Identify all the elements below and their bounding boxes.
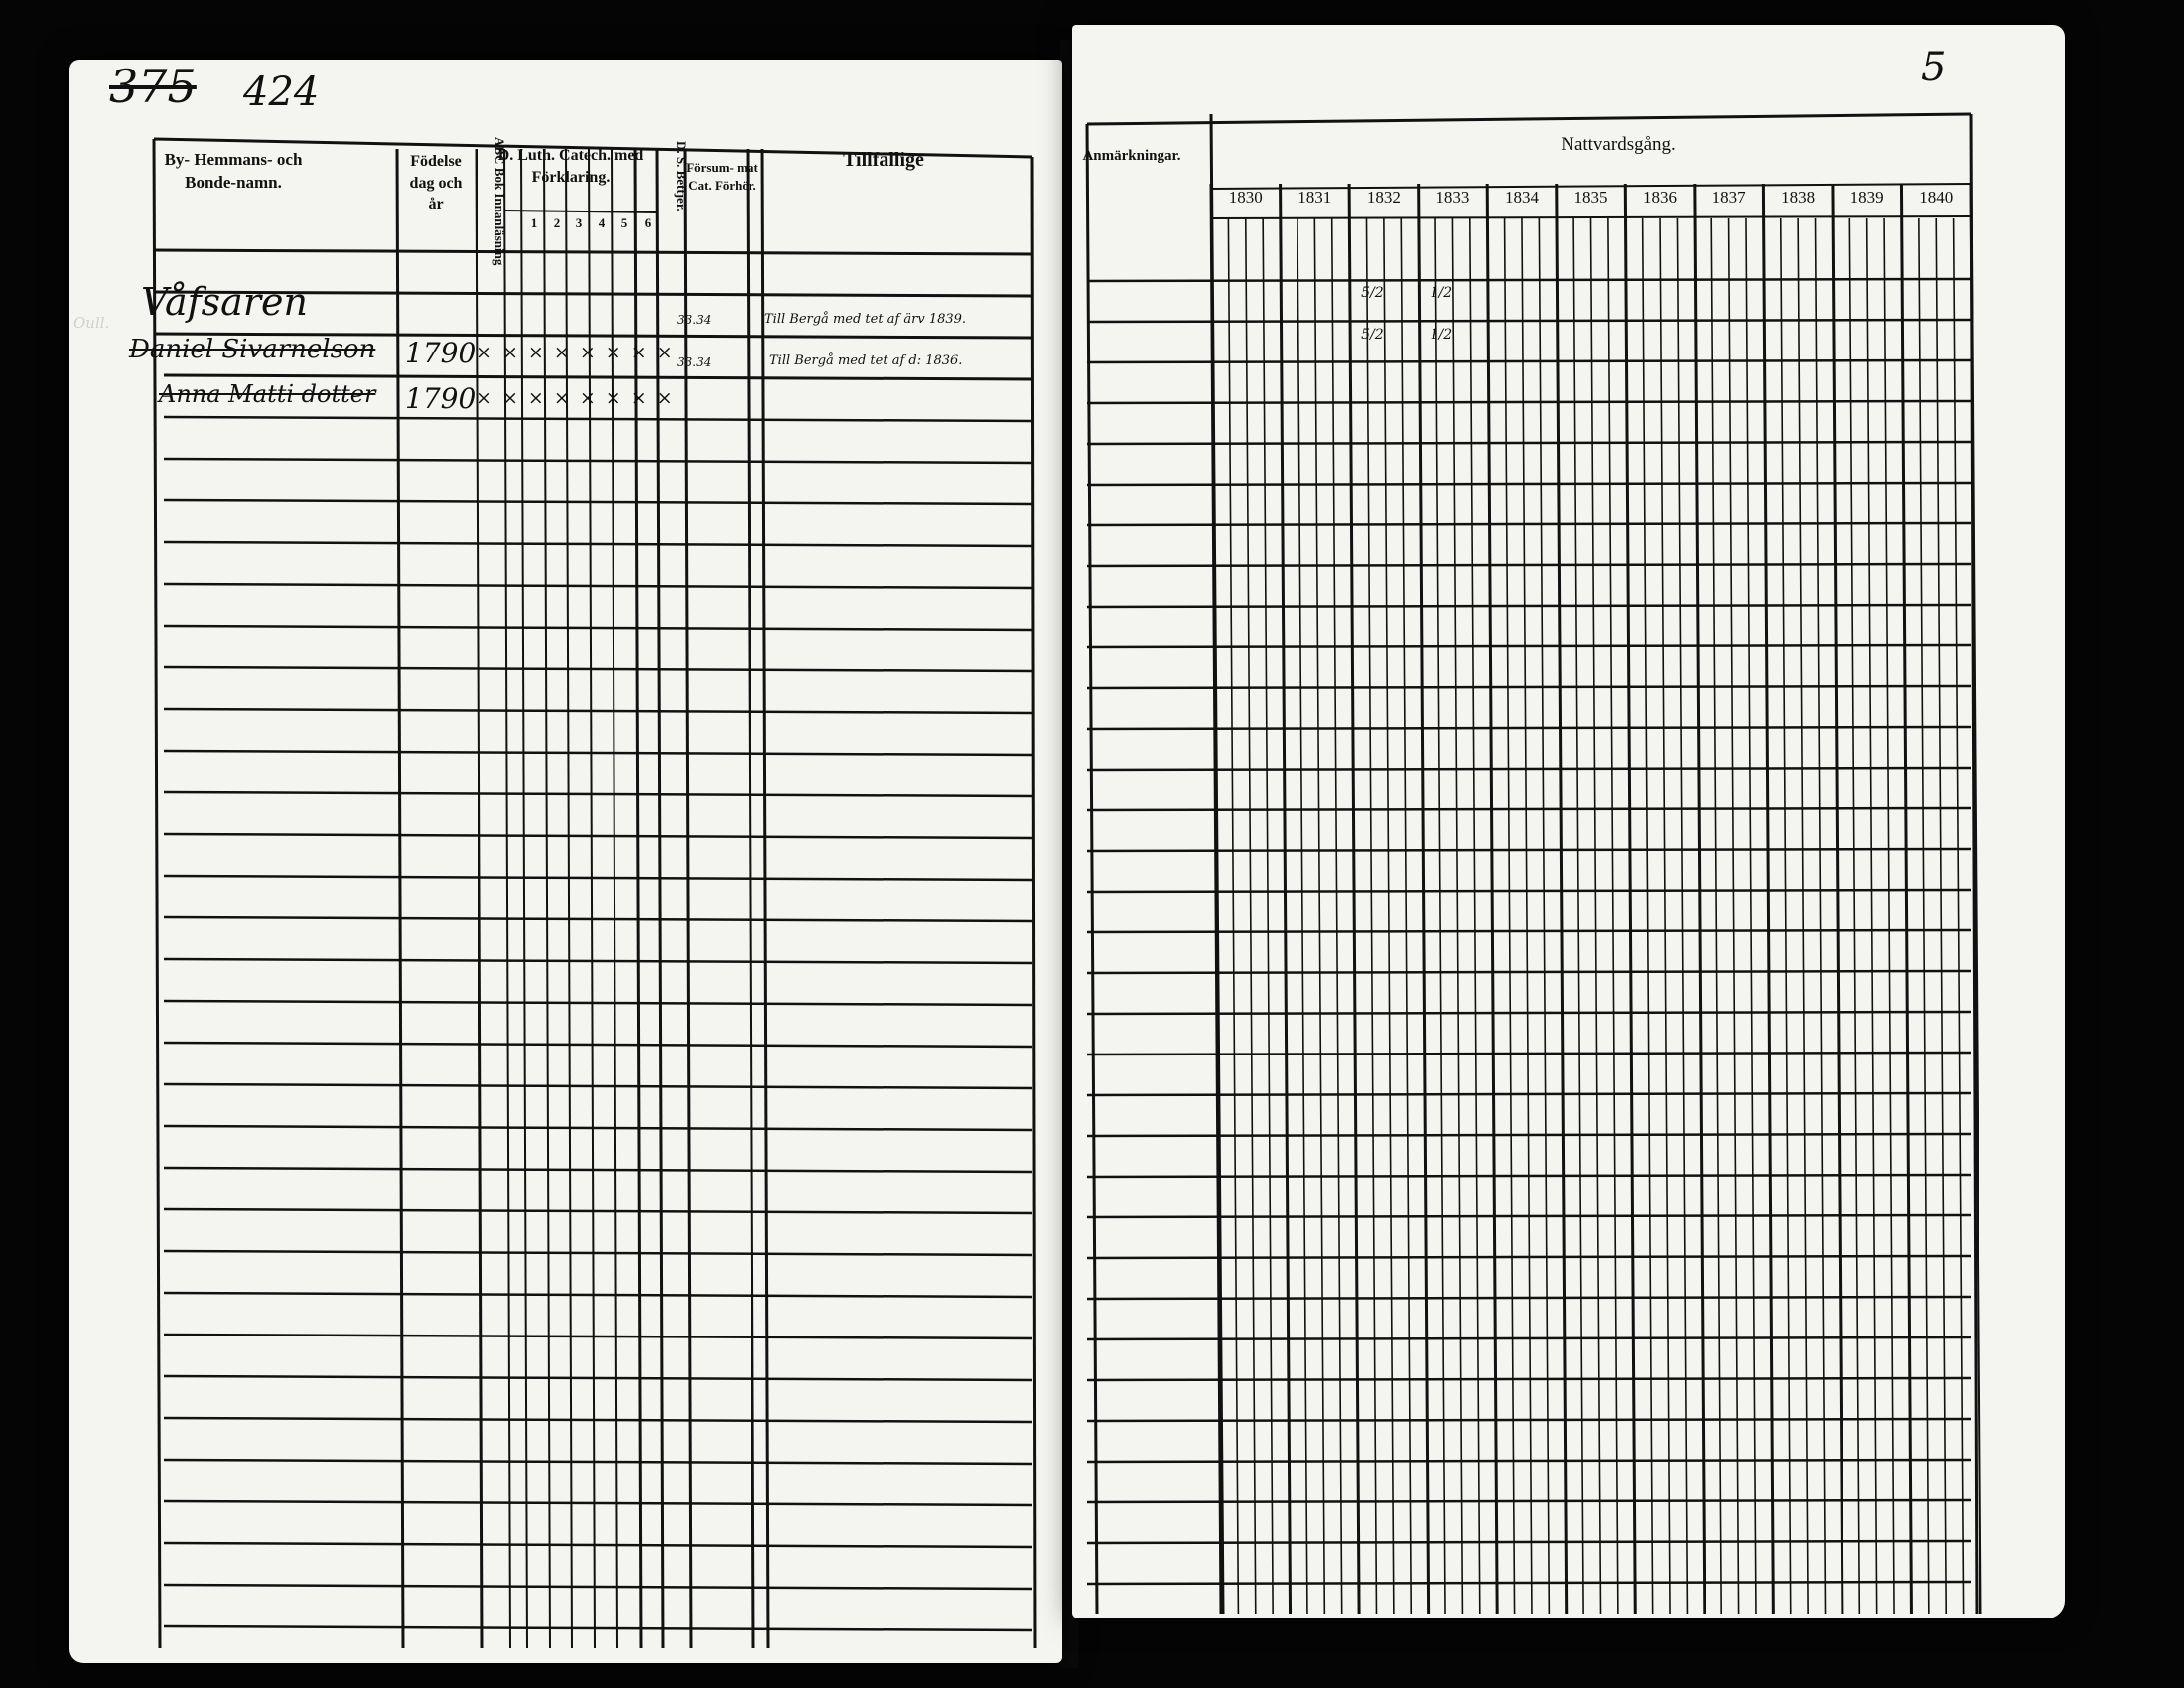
row-line (164, 1251, 1032, 1255)
year-1834: 1834 (1504, 188, 1539, 207)
year-col (1557, 184, 1567, 1614)
row-line (164, 1293, 1032, 1297)
row-line (164, 459, 1032, 463)
right-ruling (1072, 25, 2065, 1618)
header-tillfallige: Tillfällige (843, 149, 924, 171)
col-d-s (657, 149, 663, 1648)
year-col (1487, 184, 1497, 1614)
year-col (1349, 184, 1359, 1614)
sub-col (1729, 218, 1739, 1614)
entry-2-forsummat: 33.34 (677, 355, 712, 369)
col-catech-1 (521, 149, 527, 1648)
entry-1-marks: × × × × × × × × (477, 342, 675, 363)
sub-col (1505, 218, 1515, 1614)
right-left-border (1087, 124, 1097, 1614)
entry-1-name: Daniel Sivarnelson (129, 335, 376, 364)
sub-col (1332, 218, 1342, 1614)
nattvard-mark: 5/2 (1361, 285, 1384, 301)
header-anmarkningar: Anmärkningar. (1082, 148, 1181, 164)
sub-col (1608, 218, 1618, 1614)
row-line (164, 792, 1032, 796)
right-top-border (1087, 114, 1971, 124)
sub-col (1435, 218, 1445, 1614)
entry-2-tillfallige: Till Bergå med tet af d: 1836. (769, 353, 963, 368)
header-by-hemmans: By- Hemmans- och Bonde-namn. (164, 150, 303, 192)
year-1830: 1830 (1228, 188, 1263, 207)
row-line (164, 834, 1032, 838)
year-1833: 1833 (1435, 188, 1470, 207)
year-col (1211, 184, 1221, 1614)
header-forsummat: Försum- mat Cat. Förhör. (686, 160, 758, 193)
sub-col (1297, 218, 1307, 1614)
row-line (164, 1001, 1032, 1005)
sub-col (1781, 218, 1791, 1614)
sub-col (1452, 218, 1462, 1614)
header-d-s-bettjer: D. S. Bettjer. (674, 141, 689, 211)
year-col (1763, 184, 1773, 1614)
entry-2-name: Anna Matti dotter (159, 380, 376, 408)
row-line (164, 1501, 1032, 1505)
entry-1-birth: 1790 (405, 337, 477, 369)
margin-note: Oull. (73, 314, 110, 332)
right-row-line (1087, 320, 1971, 322)
row-line (164, 1460, 1032, 1464)
right-page (1072, 25, 2065, 1618)
sub-col (1591, 218, 1601, 1614)
col-forsummat (685, 149, 691, 1648)
col-catech-4 (589, 149, 595, 1648)
row-line (164, 1585, 1032, 1589)
right-row-line (1087, 645, 1971, 647)
row-line (164, 1084, 1032, 1088)
nattvard-mark: 1/2 (1430, 327, 1453, 343)
row-line (164, 1209, 1032, 1213)
sub-col (1816, 218, 1826, 1614)
right-row-line (1087, 564, 1971, 566)
right-row-line (1087, 605, 1971, 607)
header-d-luth: D. Luth. Catech. med Förklaring. (497, 147, 644, 186)
row-line (164, 417, 1032, 421)
year-1835: 1835 (1573, 188, 1608, 207)
right-row-line (1087, 686, 1971, 688)
left-page (69, 60, 1062, 1663)
row-line (164, 917, 1032, 921)
row-line (164, 1168, 1032, 1172)
right-row-line (1087, 442, 1971, 444)
catech-col-3: 3 (575, 215, 583, 230)
sub-col (1539, 218, 1549, 1614)
sub-col (1884, 218, 1894, 1614)
year-col (1833, 184, 1843, 1614)
row-line (164, 375, 1032, 379)
entry-1-tillfallige: Till Bergå med tet af ärv 1839. (764, 312, 967, 327)
entry-2-marks: × × × × × × × × (477, 387, 675, 409)
col-tillfallige-right (762, 149, 768, 1648)
sub-col (1401, 218, 1411, 1614)
col-abc (477, 149, 482, 1648)
sub-col (1677, 218, 1687, 1614)
col-catech-6 (635, 149, 641, 1648)
row-line (164, 709, 1032, 713)
entry-2-birth: 1790 (405, 382, 477, 415)
right-row-line (1087, 360, 1971, 362)
year-1837: 1837 (1711, 188, 1746, 207)
sub-col (1573, 218, 1583, 1614)
row-line (164, 1418, 1032, 1422)
entry-1-forsummat: 33.34 (677, 313, 712, 327)
row-line (164, 876, 1032, 880)
sub-col (1936, 218, 1946, 1614)
page-number: 424 (243, 70, 320, 115)
header-nattvardsgang: Nattvardsgång. (1561, 134, 1676, 155)
sub-col (1263, 218, 1273, 1614)
row-line (164, 751, 1032, 755)
row-line (164, 626, 1032, 630)
col-fodelse (397, 149, 403, 1648)
row-line (164, 1043, 1032, 1047)
col-tillfallige (748, 149, 753, 1648)
year-1836: 1836 (1643, 188, 1678, 207)
row-line (164, 667, 1032, 671)
year-line-bottom (1211, 216, 1971, 218)
right-row-line (1087, 279, 1971, 281)
catech-col-5: 5 (620, 215, 628, 230)
nattvard-mark: 1/2 (1430, 285, 1453, 301)
sub-col (1522, 218, 1532, 1614)
col-catech-0 (504, 149, 510, 1648)
row-line (164, 1376, 1032, 1380)
sub-col (1470, 218, 1480, 1614)
right-page-number: 5 (1921, 45, 1947, 90)
year-1838: 1838 (1781, 188, 1816, 207)
sub-col (1660, 218, 1670, 1614)
page-number-struck: 375 (109, 60, 197, 113)
row-line (164, 1543, 1032, 1547)
right-row-line (1087, 523, 1971, 525)
year-1840: 1840 (1919, 188, 1954, 207)
col-catech-3 (566, 149, 572, 1648)
header-abc-bok: ABC Bok Innanläsning (492, 137, 507, 266)
sub-col (1366, 218, 1376, 1614)
row-line (164, 500, 1032, 504)
year-col (1281, 184, 1291, 1614)
catech-col-2: 2 (553, 215, 561, 230)
row-line (164, 542, 1032, 546)
year-col (1695, 184, 1705, 1614)
year-col (1419, 184, 1429, 1614)
col-catech-2 (544, 149, 550, 1648)
col-right-border (1032, 157, 1035, 1648)
entry-0-name: Våfsaren (141, 280, 308, 324)
right-row-line (1087, 727, 1971, 729)
catech-col-1: 1 (530, 215, 538, 230)
sub-col (1849, 218, 1859, 1614)
sub-col (1919, 218, 1929, 1614)
year-col (1901, 184, 1911, 1614)
year-1839: 1839 (1849, 188, 1884, 207)
sub-col (1798, 218, 1808, 1614)
col-catech-5 (612, 149, 617, 1648)
right-row-line (1087, 483, 1971, 485)
nattvard-mark: 5/2 (1361, 327, 1384, 343)
header-fodelse: Födelse dag och år (409, 153, 463, 213)
catech-col-4: 4 (598, 215, 606, 230)
sub-col (1228, 218, 1238, 1614)
row-line (154, 250, 1032, 254)
year-1832: 1832 (1366, 188, 1401, 207)
sub-col (1384, 218, 1394, 1614)
sub-col (1746, 218, 1756, 1614)
row-line (164, 1626, 1032, 1630)
sub-col (1867, 218, 1877, 1614)
year-col (1625, 184, 1635, 1614)
col-left-border (154, 139, 160, 1648)
row-line (164, 1126, 1032, 1130)
sub-col (1643, 218, 1653, 1614)
right-row-line (1087, 401, 1971, 403)
sub-col (1954, 218, 1964, 1614)
row-line (164, 1335, 1032, 1338)
row-line (164, 584, 1032, 588)
row-line (164, 959, 1032, 963)
catech-col-6: 6 (644, 215, 652, 230)
sub-col (1314, 218, 1324, 1614)
sub-col (1711, 218, 1721, 1614)
sub-col (1246, 218, 1256, 1614)
year-1831: 1831 (1297, 188, 1332, 207)
